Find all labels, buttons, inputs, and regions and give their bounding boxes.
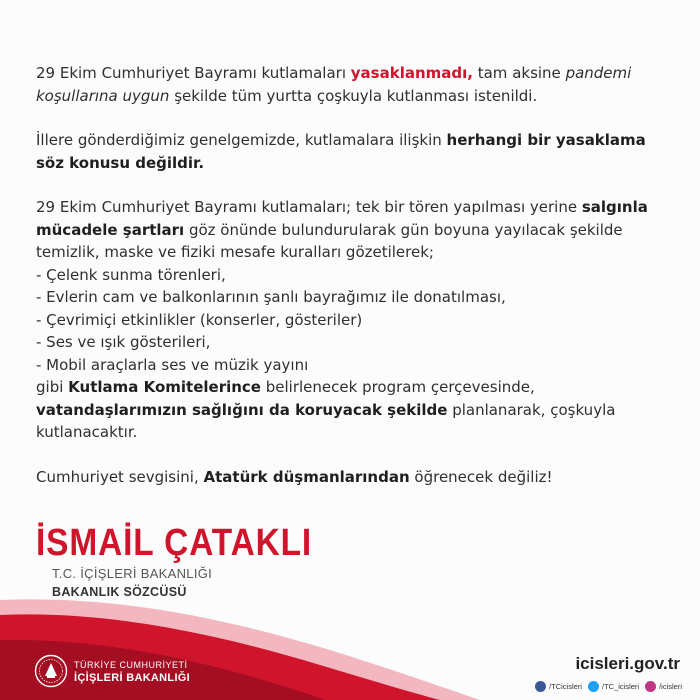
bold-text: vatandaşlarımızın sağlığını da koruyacak şekilde (36, 400, 448, 419)
text: belirlenecek program çerçevesinde, (260, 378, 535, 396)
text: planlanarak, çoşkuyla kutlanacaktır. (36, 400, 616, 441)
ministry-emblem-icon (34, 654, 68, 688)
text: 29 Ekim Cumhuriyet Bayramı kutlamaları; tek bir tören yapılması yerine (36, 198, 582, 216)
signature-institution: T.C. İÇİŞLERİ BAKANLIĞI (52, 566, 213, 581)
statement-body (36, 62, 666, 510)
bold-text: salgınla mücadele şartları (36, 198, 648, 239)
text: gibi (36, 378, 69, 396)
social-links (535, 681, 682, 692)
paragraph-3 (36, 196, 666, 444)
paragraph-2 (36, 129, 666, 174)
bold-text: herhangi bir yasaklama söz konusu değildir. (36, 131, 646, 172)
signature-role: BAKANLIK SÖZCÜSÜ (52, 585, 187, 599)
list-item: - Ses ve ışık gösterileri, (36, 333, 211, 351)
social-handle: /TCicisleri (549, 682, 582, 691)
highlight-text: yasaklanmadı, (350, 64, 473, 82)
social-twitter[interactable] (588, 681, 639, 692)
bold-text: Atatürk düşmanlarından (203, 467, 410, 486)
text: öğrenecek değiliz! (409, 467, 553, 486)
paragraph-1 (36, 62, 666, 107)
social-facebook[interactable] (535, 681, 582, 692)
social-handle: /TC_icisleri (601, 682, 640, 691)
twitter-icon (588, 681, 599, 692)
list-item: - Evlerin cam ve balkonlarının şanlı bayrağımız ile donatılması, (36, 288, 506, 306)
logo-line-2: İÇİŞLERİ BAKANLIĞI (74, 672, 191, 684)
social-instagram[interactable] (645, 681, 682, 692)
text: göz önünde bulundurularak gün boyuna yayılacak şekilde temizlik, maske ve fiziki mesafe kuralları gözetilerek; (36, 220, 623, 261)
instagram-icon (645, 681, 656, 692)
social-handle: /icisleri (659, 682, 682, 691)
list-item: - Mobil araçlarla ses ve müzik yayını (36, 355, 309, 374)
italic-text: pandemi koşullarına uygun (36, 64, 632, 105)
list-item: - Çelenk sunma törenleri, (36, 265, 226, 284)
text: şekilde tüm yurtta çoşkuyla kutlanması istenildi. (169, 86, 538, 105)
text: İllere gönderdiğimiz genelgemizde, kutlamalara ilişkin (36, 131, 447, 149)
website-link[interactable]: icisleri.gov.tr (575, 654, 680, 673)
text: Cumhuriyet sevgisini, (36, 467, 204, 486)
paragraph-4 (36, 466, 666, 489)
list-item: - Çevrimiçi etkinlikler (konserler, gösteriler) (36, 310, 363, 329)
text: 29 Ekim Cumhuriyet Bayramı kutlamaları (36, 64, 351, 82)
signature-name: İSMAİL ÇATAKLI (36, 522, 313, 564)
text: tam aksine (472, 64, 566, 82)
facebook-icon (535, 681, 546, 692)
bold-text: Kutlama Komitelerince (68, 378, 261, 396)
logo-line-1: TÜRKİYE CUMHURİYETİ (74, 660, 188, 670)
